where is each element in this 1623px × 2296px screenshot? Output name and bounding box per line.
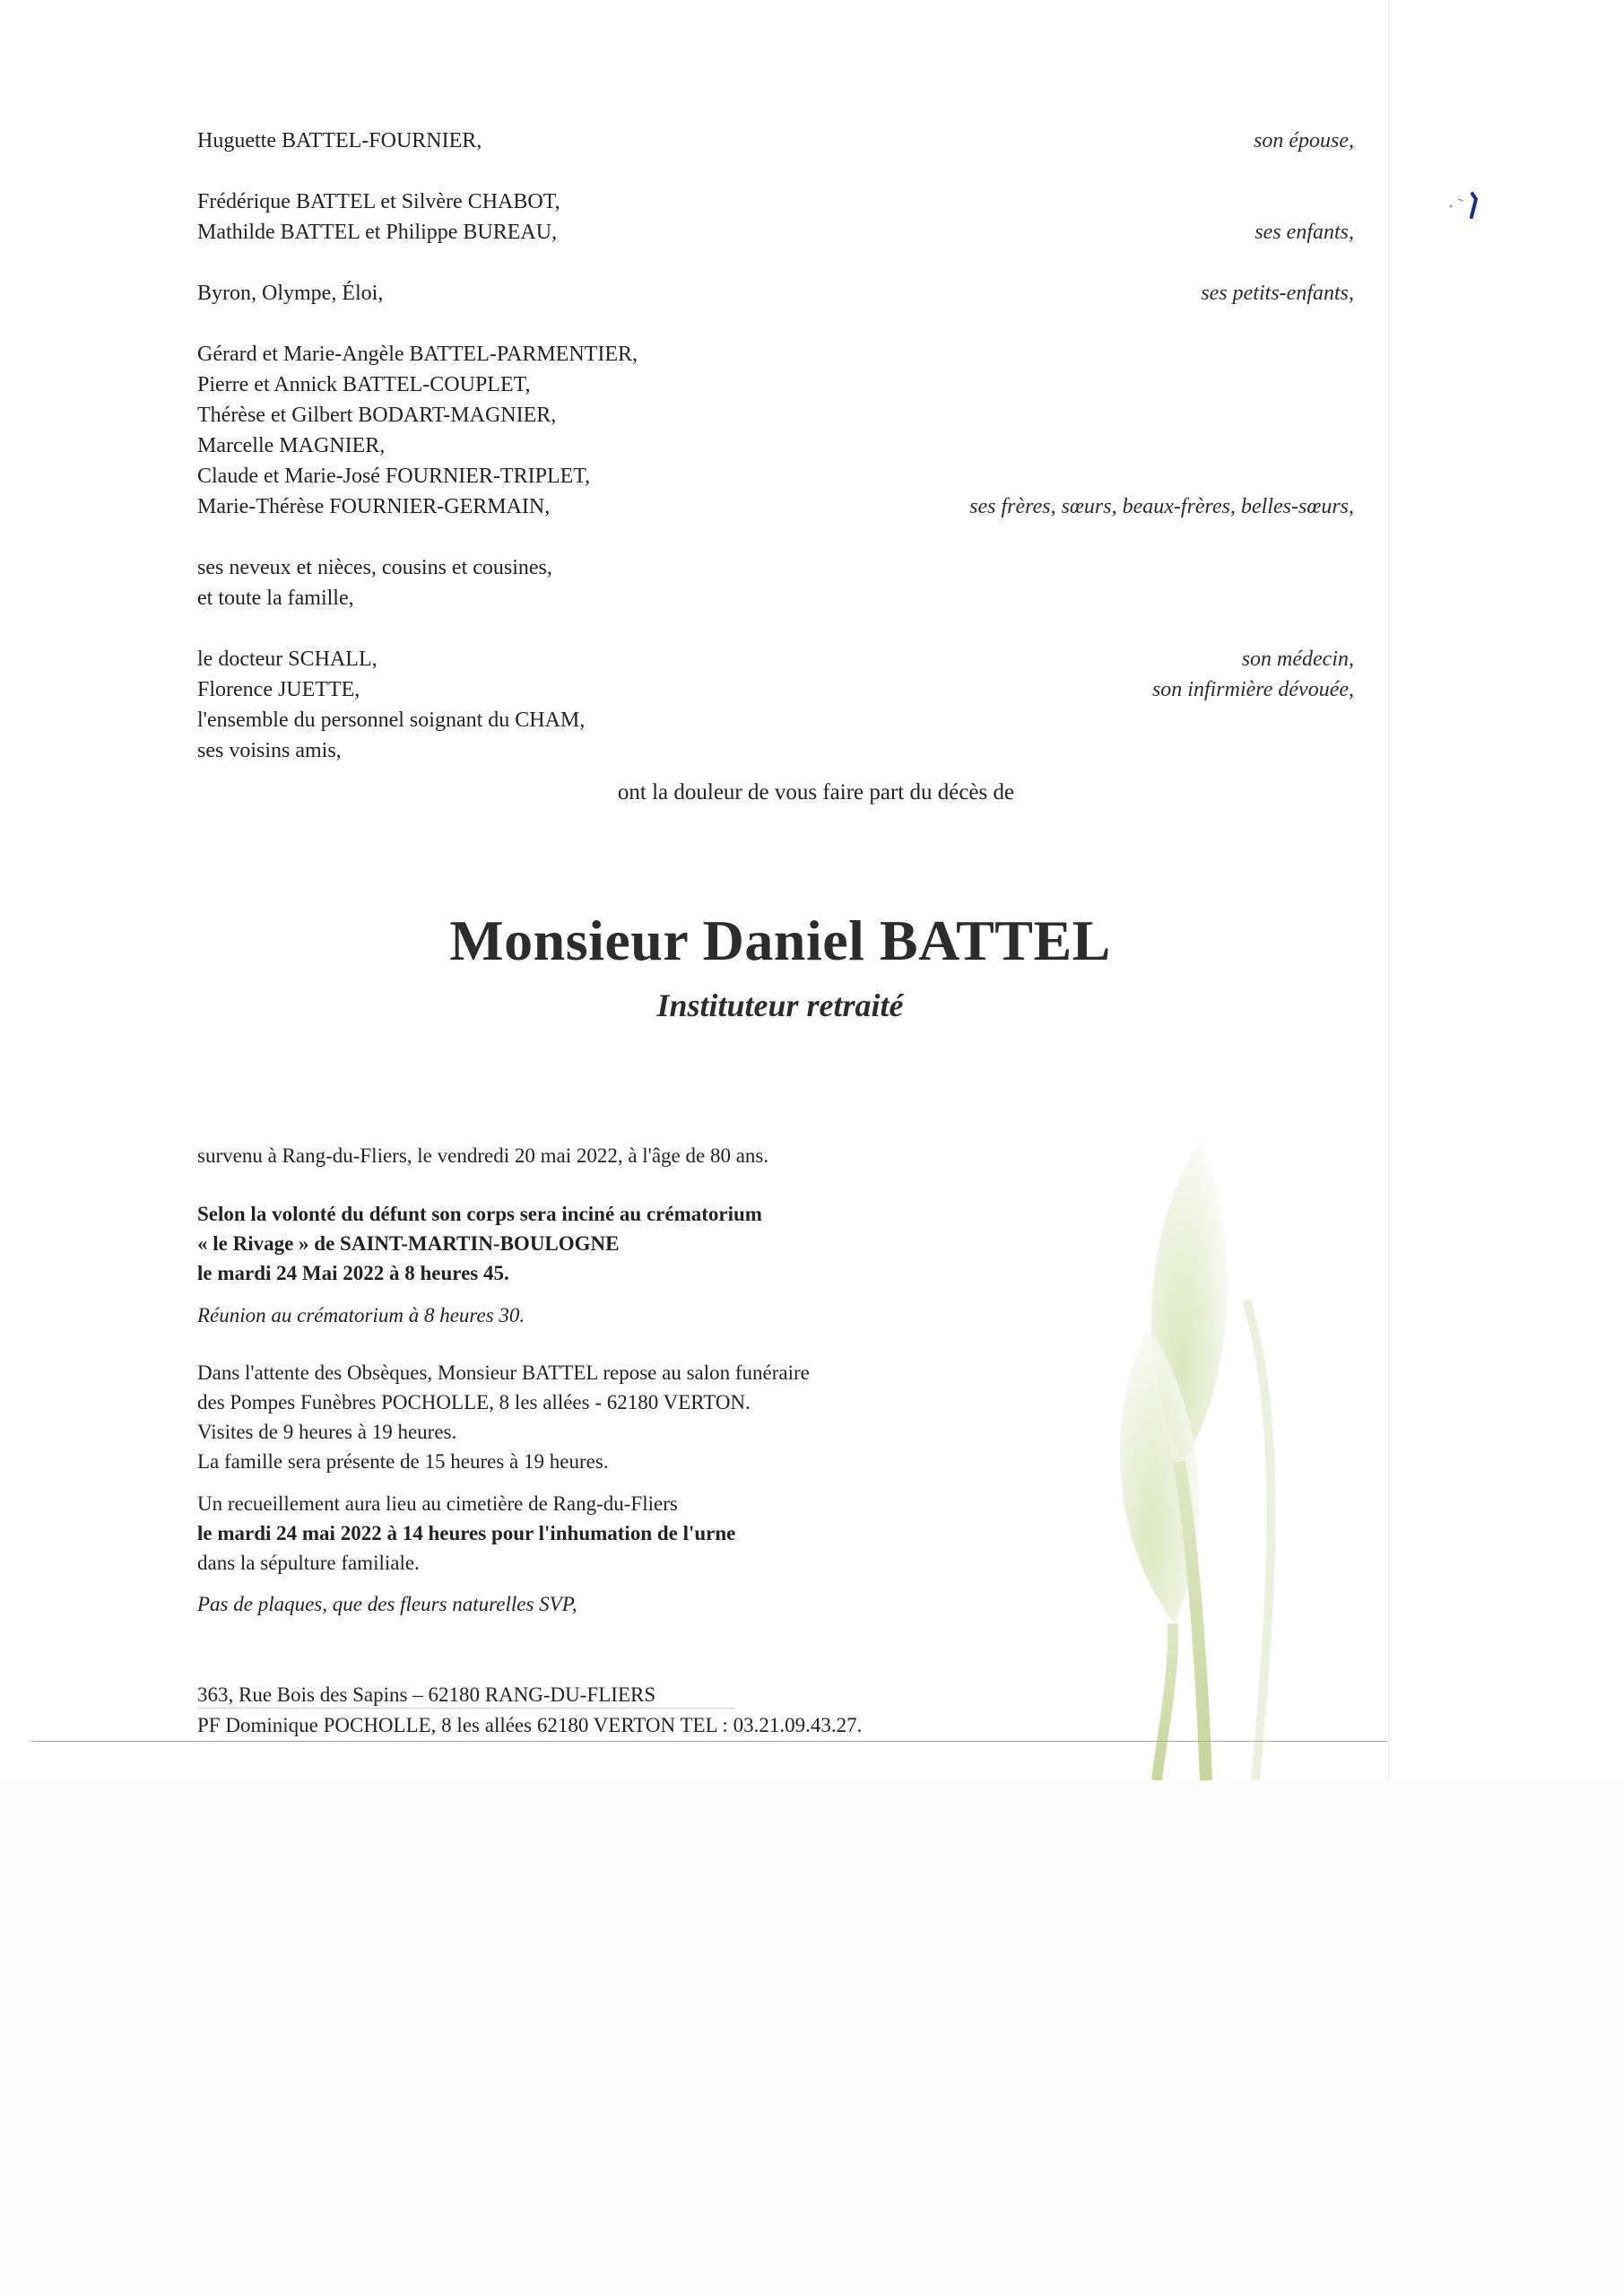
family-relation: son médecin, [1241,648,1354,671]
flowers-line: Pas de plaques, que des fleurs naturelles SVP, [197,1593,577,1615]
family-name: Florence JUETTE, [197,678,360,701]
family-relation: ses petits-enfants, [1201,282,1354,305]
cremation-block [197,1199,1004,1288]
family-relation: son infirmière dévouée, [1151,678,1354,701]
family-relation: ses frères, sœurs, beaux-frères, belles-sœurs, [969,495,1354,518]
family-row [197,461,1354,491]
family-row [197,187,1354,217]
family-name: ses voisins amis, [197,739,342,762]
gathering-block [197,1489,1004,1578]
family-row [197,217,1354,248]
family-name: Marcelle MAGNIER, [197,434,386,457]
family-name: Mathilde BATTEL et Philippe BUREAU, [197,221,558,244]
family-row [197,370,1354,400]
family-relation: son épouse, [1254,129,1354,152]
deceased-name: Monsieur Daniel BATTEL [449,909,1111,972]
family-list [197,126,1354,766]
family-name: le docteur SCHALL, [197,648,378,671]
family-name: Claude et Marie-José FOURNIER-TRIPLET, [197,465,591,488]
scan-background [0,1780,1623,2296]
flowers-block [197,1589,1004,1619]
family-row [197,156,1354,187]
family-name: Pierre et Annick BATTEL-COUPLET, [197,373,531,396]
family-name: Marie-Thérèse FOURNIER-GERMAIN, [197,495,551,518]
family-row [197,674,1354,705]
family-row [197,400,1354,430]
funeral-home-line: des Pompes Funèbres POCHOLLE, 8 les allées - 62180 VERTON. [197,1391,751,1413]
reunion-block [197,1300,1004,1330]
divider [197,1708,735,1709]
calla-lily-icon [1013,1121,1390,1780]
family-row [197,491,1354,522]
cremation-line: le mardi 24 Mai 2022 à 8 heures 45. [197,1262,509,1284]
family-name: l'ensemble du personnel soignant du CHAM, [197,709,586,732]
footer-divider [31,1741,1387,1742]
family-row [197,705,1354,735]
family-row [197,613,1354,644]
family-name: ses neveux et nièces, cousins et cousines, [197,556,552,579]
footer-address: 363, Rue Bois des Sapins – 62180 RANG-DU-FLIERS [197,1683,656,1706]
announcement-lead: ont la douleur de vous faire part du décès de [617,780,1015,804]
family-row [197,644,1354,674]
family-row [197,248,1354,278]
family-relation: ses enfants, [1254,221,1354,244]
funeral-home-block [197,1358,1004,1476]
family-row [197,430,1354,461]
cremation-line: Selon la volonté du défunt son corps sera inciné au crématorium [197,1203,762,1225]
funeral-home-line: Dans l'attente des Obsèques, Monsieur BATTEL repose au salon funéraire [197,1361,810,1384]
family-row [197,735,1354,766]
family-row [197,309,1354,339]
ink-mark-icon [1445,190,1499,244]
family-name: et toute la famille, [197,587,354,610]
family-row [197,522,1354,552]
funeral-home-line: Visites de 9 heures à 19 heures. [197,1421,457,1443]
family-row [197,339,1354,370]
family-row [197,583,1354,613]
gathering-line: dans la sépulture familiale. [197,1552,420,1574]
family-row [197,552,1354,583]
funeral-home-line: La famille sera présente de 15 heures à 19 heures. [197,1450,609,1473]
death-statement: survenu à Rang-du-Fliers, le vendredi 20 mai 2022, à l'âge de 80 ans. [197,1144,769,1167]
gathering-line: le mardi 24 mai 2022 à 14 heures pour l'inhumation de l'urne [197,1522,736,1544]
family-name: Huguette BATTEL-FOURNIER, [197,129,482,152]
footer-address-block [197,1680,1004,1709]
footer-undertaker: PF Dominique POCHOLLE, 8 les allées 62180 VERTON TEL : 03.21.09.43.27. [197,1714,863,1736]
death-notice [197,1141,1004,1170]
family-name: Thérèse et Gilbert BODART-MAGNIER, [197,404,557,427]
footer-undertaker-block [197,1710,1004,1740]
family-row [197,278,1354,309]
family-name: Byron, Olympe, Éloi, [197,282,384,305]
family-row [197,126,1354,156]
cremation-line: « le Rivage » de SAINT-MARTIN-BOULOGNE [197,1232,620,1255]
deceased-title: Instituteur retraité [656,987,904,1023]
gathering-line: Un recueillement aura lieu au cimetière de Rang-du-Fliers [197,1492,678,1515]
family-name: Frédérique BATTEL et Silvère CHABOT, [197,190,560,213]
reunion-line: Réunion au crématorium à 8 heures 30. [197,1304,525,1326]
family-name: Gérard et Marie-Angèle BATTEL-PARMENTIER, [197,343,638,366]
